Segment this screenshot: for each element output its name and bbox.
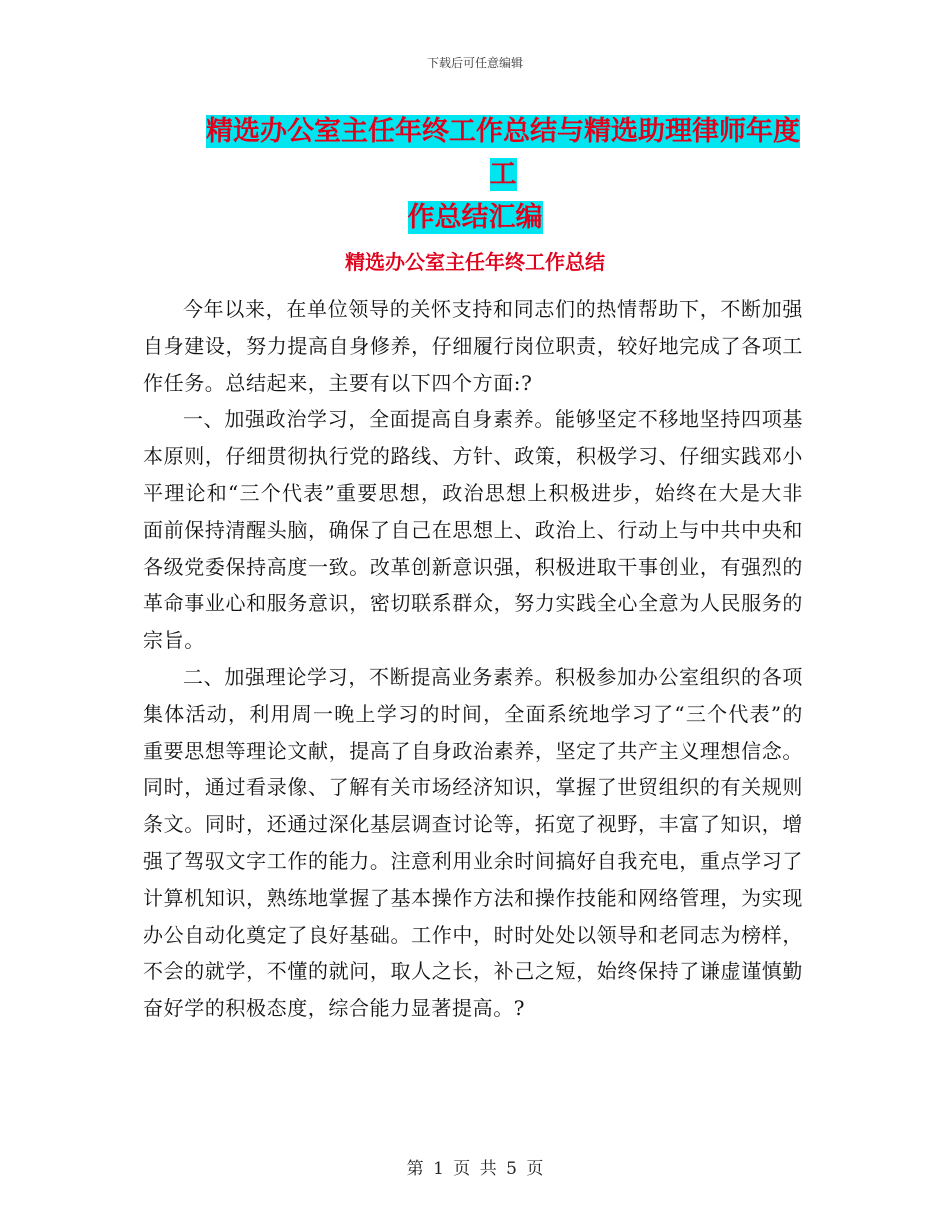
document-title-line1: 精选办公室主任年终工作总结与精选助理律师年度工 [206, 116, 800, 190]
page-number: 第 1 页 共 5 页 [406, 1159, 544, 1179]
paragraph-theory-study: 二、加强理论学习，不断提高业务素养。积极参加办公室组织的各项集体活动，利用周一晚上学习的时间，全面系统地学习了“三个代表”的重要思想等理论文献，提高了自身政治素养，坚定了共产主义理想信念。同时，通过看录像、了解有关市场经济知识，掌握了世贸组织的有关规则条文。同时，还通过深化基层调查讨论等，拓宽了视野，丰富了知识，增强了驾驭文字工作的能力。注意利用业余时间搞好自我充电，重点学习了计算机知识，熟练地掌握了基本操作方法和操作技能和网络管理，为实现办公自动化奠定了良好基础。工作中，时时处处以领导和老同志为榜样，不会的就学，不懂的就问，取人之长，补己之短，始终保持了谦虚谨慎勤奋好学的积极态度，综合能力显著提高。? [143, 664, 803, 1021]
document-body [143, 291, 803, 1027]
paragraph-intro: 今年以来，在单位领导的关怀支持和同志们的热情帮助下，不断加强自身建设，努力提高自身修养，仔细履行岗位职责，较好地完成了各项工作任务。总结起来，主要有以下四个方面:? [143, 297, 803, 395]
paragraph-political-study: 一、加强政治学习，全面提高自身素养。能够坚定不移地坚持四项基本原则，仔细贯彻执行党的路线、方针、政策，积极学习、仔细实践邓小平理论和“三个代表”重要思想，政治思想上积极进步，始终在大是大非面前保持清醒头脑，确保了自己在思想上、政治上、行动上与中共中央和各级党委保持高度一致。改革创新意识强，积极进取干事创业，有强烈的革命事业心和服务意识，密切联系群众，努力实践全心全意为人民服务的宗旨。 [143, 407, 803, 653]
header-note: 下载后可任意编辑 [426, 56, 523, 70]
document-title [140, 110, 810, 239]
section-title: 精选办公室主任年终工作总结 [345, 250, 605, 274]
document-title-line2: 作总结汇编 [407, 202, 543, 233]
